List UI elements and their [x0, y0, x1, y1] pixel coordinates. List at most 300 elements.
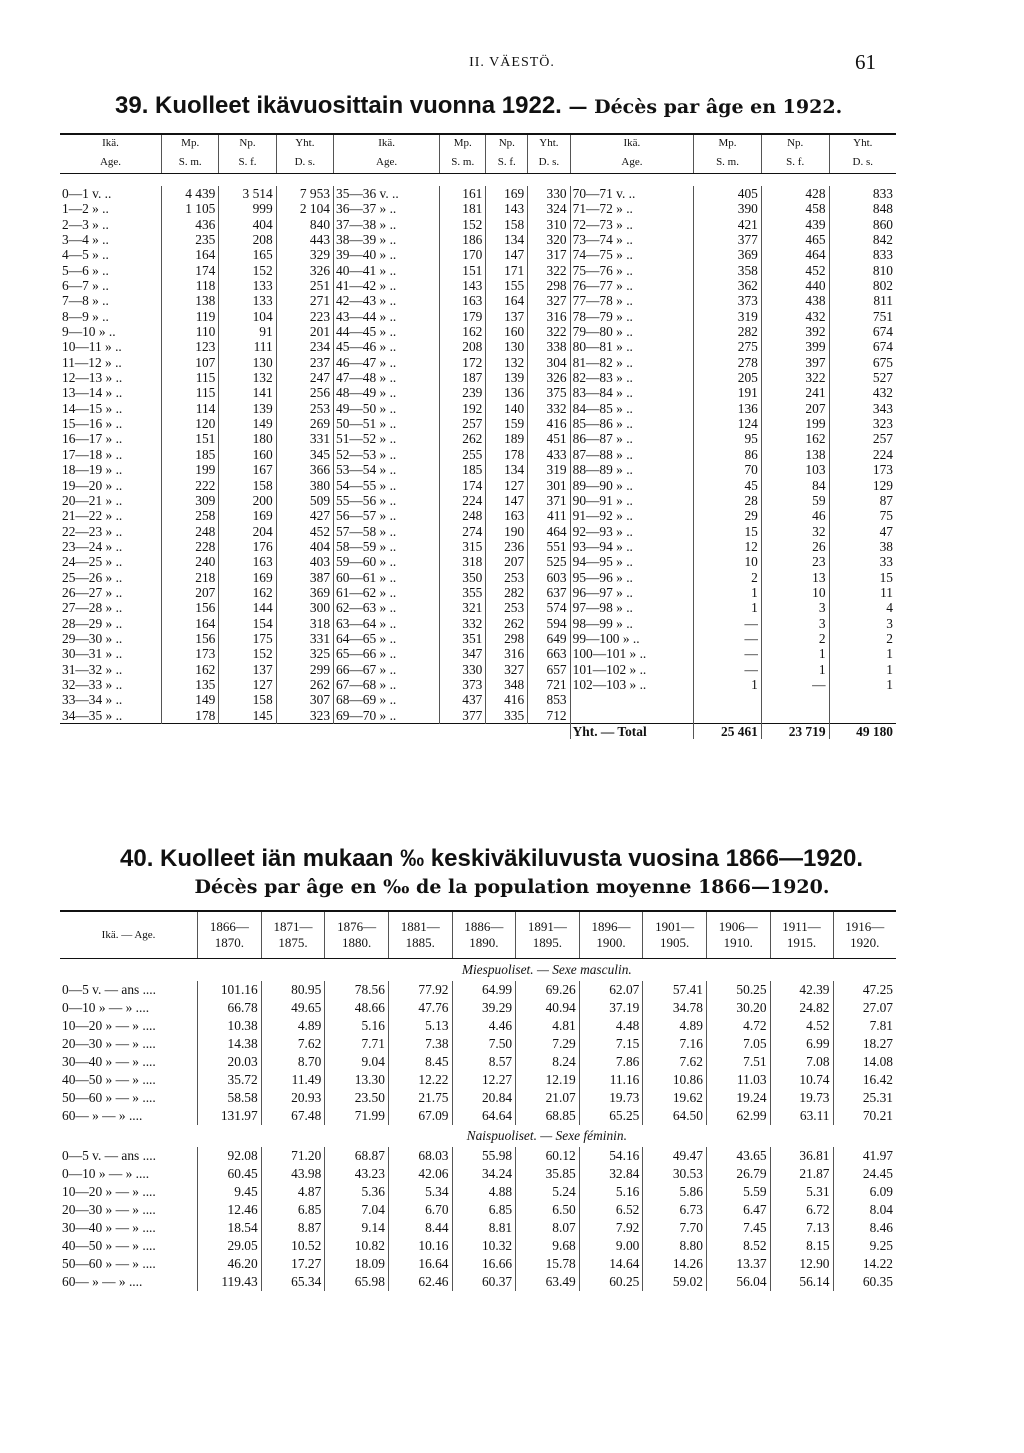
table-row: [60, 355, 896, 370]
value-cell: 369: [694, 247, 762, 262]
rate-cell: 4.89: [643, 1017, 707, 1035]
table-39: [60, 133, 896, 739]
rate-cell: 60.45: [198, 1165, 262, 1183]
age-cell: 40—41 » ..: [334, 263, 440, 278]
value-cell: 257: [829, 432, 896, 447]
value-cell: 248: [162, 524, 219, 539]
value-cell: 527: [829, 370, 896, 385]
table-row: [60, 981, 896, 999]
rate-cell: 9.68: [516, 1237, 580, 1255]
period-header: [770, 911, 833, 959]
age-cell: 0—5 v. — ans ....: [62, 982, 156, 997]
value-cell: 124: [694, 416, 762, 431]
value-cell: 127: [486, 478, 528, 493]
rate-cell: 5.34: [388, 1183, 452, 1201]
age-cell: 50—60 » — » ....: [62, 1090, 156, 1105]
value-cell: 464: [528, 524, 570, 539]
rate-cell: 11.16: [579, 1071, 643, 1089]
rate-cell: 27.07: [833, 999, 896, 1017]
value-cell: 135: [162, 677, 219, 692]
value-cell: 751: [829, 309, 896, 324]
age-cell: 80—81 » ..: [570, 339, 694, 354]
rate-cell: 60.37: [452, 1273, 516, 1291]
age-cell: 30—31 » ..: [62, 646, 123, 662]
rate-cell: 7.62: [643, 1053, 707, 1071]
value-cell: 347: [440, 646, 486, 661]
rate-cell: 56.04: [706, 1273, 770, 1291]
value-cell: 304: [528, 355, 570, 370]
rate-cell: 8.80: [643, 1237, 707, 1255]
rate-cell: 4.88: [452, 1183, 516, 1201]
rate-cell: 5.86: [643, 1183, 707, 1201]
value-cell: 152: [440, 217, 486, 232]
age-cell: 6—7 » ..: [62, 278, 109, 294]
value-cell: 675: [829, 355, 896, 370]
age-cell: 22—23 » ..: [62, 523, 123, 539]
value-cell: 860: [829, 217, 896, 232]
value-cell: 404: [219, 217, 276, 232]
col-age: Ikä. — Age.: [60, 911, 198, 959]
value-cell: 137: [219, 662, 276, 677]
age-cell: 56—57 » ..: [334, 508, 440, 523]
value-cell: 248: [440, 508, 486, 523]
value-cell: 298: [528, 278, 570, 293]
col-yht: Yht.: [829, 134, 896, 151]
value-cell: 23: [761, 554, 829, 569]
rate-cell: 36.81: [770, 1147, 833, 1165]
period-start: 1881—: [400, 919, 440, 934]
table-row: [60, 478, 896, 493]
value-cell: 205: [694, 370, 762, 385]
rate-cell: 14.26: [643, 1255, 707, 1273]
value-cell: 310: [528, 217, 570, 232]
rate-cell: 70.21: [833, 1107, 896, 1125]
value-cell: 163: [486, 508, 528, 523]
period-start: 1911—: [782, 919, 821, 934]
value-cell: 145: [219, 708, 276, 724]
value-cell: 315: [440, 539, 486, 554]
rate-cell: 6.73: [643, 1201, 707, 1219]
value-cell: 2: [761, 631, 829, 646]
value-cell: 251: [276, 278, 333, 293]
rate-cell: 32.84: [579, 1165, 643, 1183]
table-row: [60, 263, 896, 278]
age-cell: 47—48 » ..: [334, 370, 440, 385]
value-cell: [829, 708, 896, 724]
rate-cell: 8.57: [452, 1053, 516, 1071]
value-cell: 375: [528, 385, 570, 400]
rate-cell: 20.84: [452, 1089, 516, 1107]
age-cell: 73—74 » ..: [570, 232, 694, 247]
age-cell: 87—88 » ..: [570, 447, 694, 462]
rate-cell: 42.39: [770, 981, 833, 999]
value-cell: 169: [219, 570, 276, 585]
rate-cell: 7.15: [579, 1035, 643, 1053]
value-cell: 811: [829, 293, 896, 308]
age-cell: 0—10 » — » ....: [62, 1000, 150, 1015]
rate-cell: 29.05: [198, 1237, 262, 1255]
value-cell: 207: [486, 554, 528, 569]
age-cell: 24—25 » ..: [62, 554, 123, 570]
rate-cell: 4.89: [261, 1017, 325, 1035]
rate-cell: 16.42: [833, 1071, 896, 1089]
rate-cell: 64.50: [643, 1107, 707, 1125]
value-cell: 322: [528, 263, 570, 278]
age-cell: 2—3 » ..: [62, 216, 109, 232]
col-ds: D. s.: [528, 151, 570, 174]
col-mp: Mp.: [694, 134, 762, 151]
age-cell: 64—65 » ..: [334, 631, 440, 646]
value-cell: 371: [528, 493, 570, 508]
rate-cell: 68.87: [325, 1147, 389, 1165]
age-cell: 42—43 » ..: [334, 293, 440, 308]
value-cell: 432: [761, 309, 829, 324]
rate-cell: 66.78: [198, 999, 262, 1017]
rate-cell: 64.64: [452, 1107, 516, 1125]
table-row: [60, 1183, 896, 1201]
period-header: [325, 911, 389, 959]
value-cell: 199: [162, 462, 219, 477]
value-cell: 199: [761, 416, 829, 431]
value-cell: 574: [528, 600, 570, 615]
rate-cell: 4.72: [706, 1017, 770, 1035]
rate-cell: 11.49: [261, 1071, 325, 1089]
table-row: [60, 401, 896, 416]
period-end: 1870.: [214, 935, 244, 950]
section-heading-text: Naispuoliset. — Sexe féminin.: [466, 1128, 627, 1143]
value-cell: 387: [276, 570, 333, 585]
value-cell: 222: [162, 478, 219, 493]
age-cell: 17—18 » ..: [62, 446, 123, 462]
table-row: [60, 508, 896, 523]
value-cell: 323: [276, 708, 333, 724]
age-cell: 0—10 » — » ....: [62, 1166, 150, 1181]
table-row: [60, 600, 896, 615]
value-cell: 10: [761, 585, 829, 600]
rate-cell: 63.11: [770, 1107, 833, 1125]
table-row: [60, 1035, 896, 1053]
rate-cell: 12.27: [452, 1071, 516, 1089]
col-np: Np.: [486, 134, 528, 151]
value-cell: 111: [219, 339, 276, 354]
value-cell: 162: [761, 432, 829, 447]
rate-cell: 21.75: [388, 1089, 452, 1107]
value-cell: 257: [440, 416, 486, 431]
rate-cell: 67.48: [261, 1107, 325, 1125]
table-row: [60, 524, 896, 539]
table-row: [60, 1237, 896, 1255]
rate-cell: 41.97: [833, 1147, 896, 1165]
value-cell: 432: [829, 385, 896, 400]
age-cell: 85—86 » ..: [570, 416, 694, 431]
col-np: Np.: [219, 134, 276, 151]
rate-cell: 7.45: [706, 1219, 770, 1237]
rate-cell: 6.72: [770, 1201, 833, 1219]
period-header: [643, 911, 707, 959]
value-cell: 160: [486, 324, 528, 339]
value-cell: 327: [486, 662, 528, 677]
table-row: [60, 554, 896, 569]
age-cell: 19—20 » ..: [62, 477, 123, 493]
value-cell: 152: [219, 646, 276, 661]
age-cell: 20—30 » — » ....: [62, 1202, 156, 1217]
rate-cell: 14.64: [579, 1255, 643, 1273]
value-cell: 833: [829, 247, 896, 262]
value-cell: 167: [219, 462, 276, 477]
value-cell: 269: [276, 416, 333, 431]
value-cell: 451: [528, 432, 570, 447]
value-cell: 2: [694, 570, 762, 585]
age-cell: 60— » — » ....: [62, 1274, 143, 1289]
value-cell: 144: [219, 600, 276, 615]
value-cell: 147: [486, 493, 528, 508]
value-cell: 438: [761, 293, 829, 308]
rate-cell: 7.81: [833, 1017, 896, 1035]
value-cell: 207: [162, 585, 219, 600]
value-cell: 330: [440, 662, 486, 677]
value-cell: [761, 692, 829, 707]
rate-cell: 13.37: [706, 1255, 770, 1273]
rate-cell: 12.22: [388, 1071, 452, 1089]
value-cell: 840: [276, 217, 333, 232]
value-cell: 163: [440, 293, 486, 308]
value-cell: 237: [276, 355, 333, 370]
value-cell: 130: [219, 355, 276, 370]
age-cell: 79—80 » ..: [570, 324, 694, 339]
rate-cell: 67.09: [388, 1107, 452, 1125]
rate-cell: 30.20: [706, 999, 770, 1017]
age-cell: 10—11 » ..: [62, 339, 122, 355]
value-cell: 326: [276, 263, 333, 278]
rate-cell: 8.81: [452, 1219, 516, 1237]
value-cell: 84: [761, 478, 829, 493]
age-cell: 51—52 » ..: [334, 432, 440, 447]
age-cell: 62—63 » ..: [334, 600, 440, 615]
rate-cell: 10.82: [325, 1237, 389, 1255]
rate-cell: 37.19: [579, 999, 643, 1017]
value-cell: 236: [486, 539, 528, 554]
rate-cell: 62.99: [706, 1107, 770, 1125]
age-cell: 38—39 » ..: [334, 232, 440, 247]
value-cell: 345: [276, 447, 333, 462]
value-cell: 163: [219, 554, 276, 569]
rate-cell: 7.08: [770, 1053, 833, 1071]
rate-cell: 5.16: [579, 1183, 643, 1201]
value-cell: 4: [829, 600, 896, 615]
rate-cell: 8.52: [706, 1237, 770, 1255]
rate-cell: 16.64: [388, 1255, 452, 1273]
period-header: [516, 911, 580, 959]
age-cell: 86—87 » ..: [570, 432, 694, 447]
value-cell: 228: [162, 539, 219, 554]
value-cell: 224: [829, 447, 896, 462]
table-row: [60, 1219, 896, 1237]
rate-cell: 6.47: [706, 1201, 770, 1219]
table-40-title: [120, 845, 863, 873]
value-cell: 525: [528, 554, 570, 569]
table-row: [60, 662, 896, 677]
table-row: [60, 1147, 896, 1165]
table-40-header-row: [60, 911, 896, 959]
value-cell: 637: [528, 585, 570, 600]
value-cell: 169: [219, 508, 276, 523]
col-ds: D. s.: [829, 151, 896, 174]
value-cell: 318: [440, 554, 486, 569]
rate-cell: 65.34: [261, 1273, 325, 1291]
value-cell: 208: [440, 339, 486, 354]
rate-cell: 18.27: [833, 1035, 896, 1053]
age-cell: 4—5 » ..: [62, 247, 109, 263]
period-end: 1905.: [660, 935, 690, 950]
value-cell: 138: [761, 447, 829, 462]
age-cell: 0—5 v. — ans ....: [62, 1148, 156, 1163]
value-cell: 234: [276, 339, 333, 354]
value-cell: 143: [486, 201, 528, 216]
value-cell: 191: [694, 385, 762, 400]
age-cell: 82—83 » ..: [570, 370, 694, 385]
rate-cell: 16.66: [452, 1255, 516, 1273]
value-cell: 155: [486, 278, 528, 293]
value-cell: 1: [694, 585, 762, 600]
rate-cell: 7.13: [770, 1219, 833, 1237]
table-row: [60, 999, 896, 1017]
value-cell: 373: [440, 677, 486, 692]
value-cell: 164: [162, 616, 219, 631]
rate-cell: 24.82: [770, 999, 833, 1017]
period-start: 1916—: [845, 919, 885, 934]
age-cell: 75—76 » ..: [570, 263, 694, 278]
age-cell: 60—61 » ..: [334, 570, 440, 585]
age-cell: 35—36 v. ..: [334, 186, 440, 201]
value-cell: 33: [829, 554, 896, 569]
value-cell: 7 953: [276, 186, 333, 201]
value-cell: 32: [761, 524, 829, 539]
value-cell: 1: [694, 677, 762, 692]
col-sm: S. m.: [694, 151, 762, 174]
rate-cell: 59.02: [643, 1273, 707, 1291]
value-cell: [761, 708, 829, 724]
value-cell: 674: [829, 324, 896, 339]
rate-cell: 10.38: [198, 1017, 262, 1035]
value-cell: 12: [694, 539, 762, 554]
table-40-title-fr: Décès par âge en ‰ de la population moyenne 1866—1920.: [194, 876, 830, 898]
value-cell: 137: [486, 309, 528, 324]
value-cell: 399: [761, 339, 829, 354]
rate-cell: 4.81: [516, 1017, 580, 1035]
value-cell: 3: [761, 616, 829, 631]
value-cell: 348: [486, 677, 528, 692]
value-cell: 458: [761, 201, 829, 216]
value-cell: 253: [486, 600, 528, 615]
value-cell: 136: [486, 385, 528, 400]
rate-cell: 19.73: [770, 1089, 833, 1107]
age-cell: 43—44 » ..: [334, 309, 440, 324]
value-cell: 330: [528, 186, 570, 201]
rate-cell: 7.86: [579, 1053, 643, 1071]
period-header: [579, 911, 643, 959]
value-cell: 325: [276, 646, 333, 661]
period-end: 1885.: [405, 935, 435, 950]
value-cell: 171: [486, 263, 528, 278]
value-cell: 327: [528, 293, 570, 308]
period-end: 1880.: [341, 935, 372, 950]
age-cell: [570, 708, 694, 724]
rate-cell: 42.06: [388, 1165, 452, 1183]
value-cell: 208: [219, 232, 276, 247]
value-cell: —: [694, 646, 762, 661]
age-cell: 81—82 » ..: [570, 355, 694, 370]
total-yht: 49 180: [829, 724, 896, 740]
table-40-body: [60, 959, 896, 1292]
value-cell: 164: [162, 247, 219, 262]
age-cell: 10—20 » — » ....: [62, 1018, 156, 1033]
age-cell: 44—45 » ..: [334, 324, 440, 339]
value-cell: 369: [276, 585, 333, 600]
age-cell: 94—95 » ..: [570, 554, 694, 569]
value-cell: 201: [276, 324, 333, 339]
value-cell: 317: [528, 247, 570, 262]
table-row: [60, 585, 896, 600]
age-cell: 50—51 » ..: [334, 416, 440, 431]
value-cell: 130: [486, 339, 528, 354]
period-start: 1901—: [655, 919, 695, 934]
age-cell: 58—59 » ..: [334, 539, 440, 554]
value-cell: 162: [219, 585, 276, 600]
value-cell: 162: [162, 662, 219, 677]
value-cell: 853: [528, 692, 570, 707]
table-39-number: 39.: [115, 92, 149, 119]
value-cell: 136: [694, 401, 762, 416]
rate-cell: 10.16: [388, 1237, 452, 1255]
rate-cell: 43.23: [325, 1165, 389, 1183]
value-cell: 509: [276, 493, 333, 508]
value-cell: 10: [694, 554, 762, 569]
value-cell: 392: [761, 324, 829, 339]
rate-cell: 24.45: [833, 1165, 896, 1183]
age-cell: 50—60 » — » ....: [62, 1256, 156, 1271]
rate-cell: 8.46: [833, 1219, 896, 1237]
rate-cell: 9.00: [579, 1237, 643, 1255]
col-sf: S. f.: [761, 151, 829, 174]
value-cell: 316: [486, 646, 528, 661]
total-mp: 25 461: [694, 724, 762, 740]
value-cell: 309: [162, 493, 219, 508]
age-cell: 88—89 » ..: [570, 462, 694, 477]
col-ds: D. s.: [276, 151, 333, 174]
table-40: [60, 910, 896, 1291]
table-row: [60, 385, 896, 400]
rate-cell: 7.71: [325, 1035, 389, 1053]
value-cell: 103: [761, 462, 829, 477]
value-cell: 373: [694, 293, 762, 308]
period-end: 1890.: [469, 935, 499, 950]
col-mp: Mp.: [162, 134, 219, 151]
rate-cell: 65.98: [325, 1273, 389, 1291]
value-cell: 154: [219, 616, 276, 631]
value-cell: 319: [694, 309, 762, 324]
age-cell: 66—67 » ..: [334, 662, 440, 677]
age-cell: 45—46 » ..: [334, 339, 440, 354]
value-cell: 603: [528, 570, 570, 585]
value-cell: 241: [761, 385, 829, 400]
value-cell: 178: [486, 447, 528, 462]
age-cell: 49—50 » ..: [334, 401, 440, 416]
age-cell: 100—101 » ..: [570, 646, 694, 661]
rate-cell: 47.25: [833, 981, 896, 999]
table-row: [60, 432, 896, 447]
rate-cell: 8.04: [833, 1201, 896, 1219]
value-cell: 452: [276, 524, 333, 539]
